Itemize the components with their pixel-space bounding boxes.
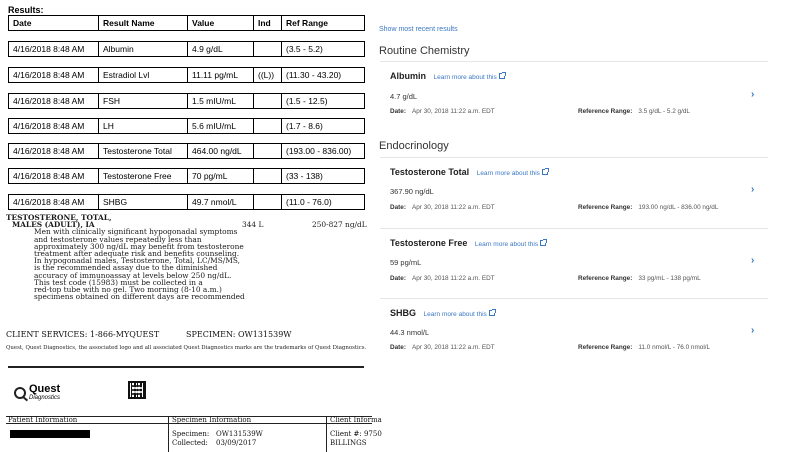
scanned-report [6,214,372,300]
learn-more-label: Learn more about this [476,170,540,177]
date-label: Date: [390,275,406,282]
report-note: This test code (15983) must be collected in a [34,277,203,287]
show-recent-link[interactable]: Show most recent results [379,26,458,33]
report-note: In hypogonadal males, Testosterone, Total, LC/MS/MS, [34,256,241,266]
report-note: Men with clinically significant hypogonadal symptoms [34,227,238,237]
header-date: Date [9,16,99,31]
specimen-value: OW131539W [216,430,263,438]
result-date: 4/16/2018 8:48 AM [9,42,99,57]
result-ref-range: (3.5 - 5.2) [282,42,365,57]
result-card-title: SHBG [390,308,417,318]
header-ref-range: Ref Range [282,16,365,31]
header-ind: Ind [254,16,282,31]
result-value: 5.6 mIU/mL [188,119,254,134]
result-ind: ((L)) [254,68,282,83]
header-result-name: Result Name [99,16,188,31]
result-name: Albumin [99,42,188,57]
chevron-right-icon[interactable]: › [751,89,755,100]
result-ref-range: (33 - 138) [282,169,365,184]
result-row-estradiol [8,67,365,83]
result-card-date [390,204,495,211]
report-note: is the recommended assay due to the diminished [34,263,218,273]
date-label: Date: [390,108,406,115]
collected-label: Collected: [172,439,208,447]
report-note: specimens obtained on different days are recommended [34,292,245,302]
patient-info-label: Patient Information [8,416,78,424]
result-ref-range: (1.7 - 8.6) [282,119,365,134]
range-value: 193.00 ng/dL - 836.00 ng/dL [638,204,719,211]
results-header-table [8,15,365,31]
learn-more-link[interactable] [424,311,495,318]
result-card-value: 367.90 ng/dL [390,187,434,196]
client-services: CLIENT SERVICES: 1-866-MYQUEST [6,330,160,339]
specimen-id: SPECIMEN: OW131539W [186,330,292,339]
redacted-patient-name [10,430,90,438]
divider [326,416,327,452]
client-services-row [6,330,292,339]
result-value: 49.7 nmol/L [188,195,254,210]
brand-name: Quest [29,383,61,395]
result-name: Estradiol Lvl [99,68,188,83]
date-value: Apr 30, 2018 11:22 a.m. EDT [411,275,495,282]
learn-more-link[interactable] [475,241,546,248]
result-card-range [578,275,701,282]
result-date: 4/16/2018 8:48 AM [9,195,99,210]
result-card-value: 44.3 nmol/L [390,328,430,337]
specimen-label: Specimen: [172,430,210,438]
learn-more-link[interactable] [477,170,548,177]
section-title-routine-chemistry: Routine Chemistry [379,45,470,57]
result-name: Testosterone Free [99,169,188,184]
result-card-name [390,308,495,318]
result-ref-range: (11.30 - 43.20) [282,68,365,83]
result-date: 4/16/2018 8:48 AM [9,119,99,134]
result-card-range [578,344,710,351]
result-date: 4/16/2018 8:48 AM [9,94,99,109]
external-link-icon [499,73,505,79]
section-title-endocrinology: Endocrinology [379,140,449,152]
divider [8,366,364,368]
header-value: Value [188,16,254,31]
quest-logo [14,384,60,401]
lab-results-panel [0,0,382,452]
report-note: treatment after adequate risk and benefits counseling. [34,249,240,259]
learn-more-label: Learn more about this [433,74,497,81]
report-note: red-top tube with no gel. Two morning (8-10 a.m.) [34,285,222,295]
result-row-lh [8,118,365,134]
date-value: Apr 30, 2018 11:22 a.m. EDT [411,108,495,115]
result-value: 70 pg/mL [188,169,254,184]
range-label: Reference Range: [578,275,633,282]
result-date: 4/16/2018 8:48 AM [9,144,99,159]
brand-sub: Diagnostics [29,395,61,401]
magnifier-logo-icon [14,387,26,399]
chevron-right-icon[interactable]: › [751,325,755,336]
date-value: Apr 30, 2018 11:22 a.m. EDT [411,204,495,211]
report-note: and testosterone values repeatedly less than [34,234,202,244]
result-card-value: 4.7 g/dL [390,92,418,101]
range-label: Reference Range: [578,108,633,115]
patient-portal-panel [372,0,800,452]
result-date: 4/16/2018 8:48 AM [9,68,99,83]
qr-code-icon [128,381,146,399]
date-value: Apr 30, 2018 11:22 a.m. EDT [411,344,495,351]
trademark-notice: Quest, Quest Diagnostics, the associated logo and all associated Quest Diagnostics marks are the trademarks of Quest Diagnostics. [6,345,367,351]
result-value: 464.00 ng/dL [188,144,254,159]
result-name: SHBG [99,195,188,210]
client-number: Client #: 9750 [330,430,382,438]
date-label: Date: [390,204,406,211]
result-card-albumin[interactable] [380,61,768,123]
result-ind [254,94,282,109]
external-link-icon [542,169,548,175]
result-ind [254,42,282,57]
result-date: 4/16/2018 8:48 AM [9,169,99,184]
range-value: 3.5 g/dL - 5.2 g/dL [638,108,690,115]
result-card-value: 59 pg/mL [390,258,422,267]
result-ref-range: (11.0 - 76.0) [282,195,365,210]
result-row-testosterone-free [8,168,365,184]
result-card-testosterone-total[interactable] [380,157,768,219]
results-heading: Results: [8,5,44,15]
result-card-title: Testosterone Total [390,167,470,177]
learn-more-label: Learn more about this [474,241,539,248]
result-value: 4.9 g/dL [188,42,254,57]
learn-more-label: Learn more about this [423,311,487,318]
result-card-date [390,344,495,351]
result-ind [254,119,282,134]
report-test-sub: MALES (ADULT), IA [12,220,95,230]
result-card-date [390,275,495,282]
specimen-info-label: Specimen Information [172,416,252,424]
result-ind [254,169,282,184]
range-label: Reference Range: [578,344,633,351]
result-row-testosterone-total [8,143,365,159]
result-card-name [390,167,548,177]
results-header-row [9,16,365,31]
report-range: 250-827 ng/dL [312,220,367,230]
result-card-testosterone-free[interactable] [380,228,768,290]
external-link-icon [540,240,546,246]
report-result: 344 L [242,220,264,230]
range-value: 33 pg/mL - 138 pg/mL [638,275,701,282]
result-value: 1.5 mIU/mL [188,94,254,109]
chevron-right-icon[interactable]: › [751,184,755,195]
date-label: Date: [390,344,406,351]
chevron-right-icon[interactable]: › [751,255,755,266]
result-card-shbg[interactable] [380,298,768,360]
report-note: accuracy of immunoassay at levels below 250 ng/dL. [34,270,232,280]
result-ref-range: (193.00 - 836.00) [282,144,365,159]
result-card-name [390,71,505,81]
result-card-range [578,108,690,115]
result-card-title: Albumin [390,71,426,81]
result-card-title: Testosterone Free [390,238,468,248]
range-value: 11.0 nmol/L - 76.0 nmol/L [638,344,711,351]
report-test-name: TESTOSTERONE, TOTAL, [6,213,112,222]
billing: BILLINGS [330,439,367,447]
result-name: FSH [99,94,188,109]
result-ind [254,144,282,159]
range-label: Reference Range: [578,204,633,211]
result-ref-range: (1.5 - 12.5) [282,94,365,109]
result-card-date [390,108,495,115]
divider [168,416,169,452]
learn-more-link[interactable] [434,74,505,81]
client-info-label: Client Informa [330,416,382,424]
result-card-name [390,238,546,248]
result-row-fsh [8,93,365,109]
result-name: Testosterone Total [99,144,188,159]
result-name: LH [99,119,188,134]
report-info-grid [6,416,382,452]
result-row-albumin [8,41,365,57]
report-note: approximately 300 ng/dL may benefit from testosterone [34,241,244,251]
external-link-icon [489,310,495,316]
result-card-range [578,204,718,211]
result-value: 11.11 pg/mL [188,68,254,83]
collected-value: 03/09/2017 [216,439,257,447]
result-row-shbg [8,194,365,210]
result-ind [254,195,282,210]
